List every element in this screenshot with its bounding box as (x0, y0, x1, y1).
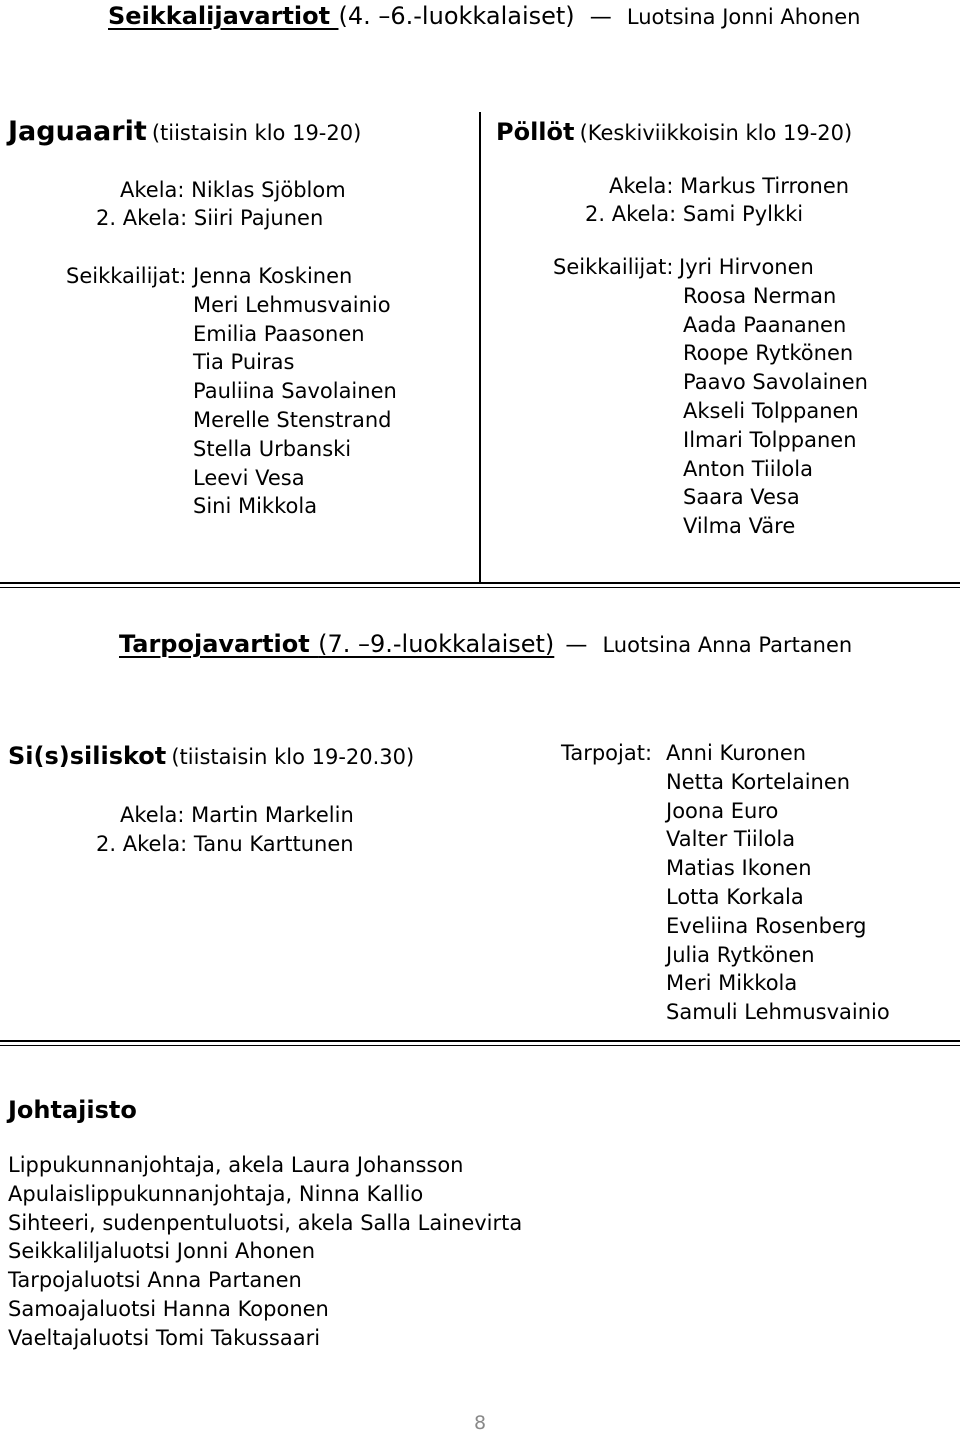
johtajisto-list (8, 1151, 522, 1353)
seikkailija-grades: (4. –6.-luokkalaiset) (338, 2, 575, 30)
list-item: Tia Puiras (193, 350, 295, 375)
tarpoja-leader: Luotsina Anna Partanen (602, 633, 853, 657)
list-item: Joona Euro (666, 798, 779, 823)
jaguaarit-name: Jaguaarit (8, 116, 147, 147)
sissiliskot-name: Si(s)siliskot (8, 742, 167, 770)
list-item: Stella Urbanski (193, 436, 352, 461)
list-item: Matias Ikonen (666, 856, 812, 881)
list-item: Seikkaliljaluotsi Jonni Ahonen (8, 1239, 316, 1264)
list-item: Anni Kuronen (666, 741, 807, 765)
pollot-akela: Akela: Markus Tirronen (609, 174, 850, 198)
jaguaarit-akela: Akela: Niklas Sjöblom (120, 178, 346, 202)
list-item: Roope Rytkönen (683, 341, 854, 366)
column-divider (479, 112, 481, 582)
list-item: Netta Kortelainen (666, 769, 851, 794)
list-item: Leevi Vesa (193, 465, 305, 490)
list-item: Aada Paananen (683, 312, 847, 337)
section-divider (0, 582, 960, 588)
list-item: Meri Mikkola (666, 971, 798, 996)
list-item: Vaeltajaluotsi Tomi Takussaari (8, 1325, 321, 1350)
sissiliskot-akela: Akela: Martin Markelin (120, 803, 354, 827)
jaguaarit-time: (tiistaisin klo 19-20) (151, 121, 362, 145)
list-item: Lotta Korkala (666, 884, 804, 909)
sissiliskot-member-list (666, 739, 890, 1027)
list-item: Meri Lehmusvainio (193, 292, 391, 317)
tarpoja-header (119, 632, 852, 657)
list-item: Sihteeri, sudenpentuluotsi, akela Salla Lainevirta (8, 1210, 523, 1235)
list-item: Emilia Paasonen (193, 321, 365, 346)
tarpoja-grades: (7. –9.-luokkalaiset) (318, 630, 555, 658)
list-item: Jyri Hirvonen (679, 255, 814, 279)
seikkailija-leader: Luotsina Jonni Ahonen (626, 5, 861, 29)
list-item: Akseli Tolppanen (683, 398, 859, 423)
list-item: Paavo Savolainen (683, 370, 868, 395)
pollot-heading (496, 120, 852, 144)
list-item: Sini Mikkola (193, 494, 318, 519)
list-item: Merelle Stenstrand (193, 407, 392, 432)
pollot-time: (Keskiviikkoisin klo 19-20) (579, 121, 853, 145)
list-item: Ilmari Tolppanen (683, 427, 857, 452)
page-number: 8 (473, 1412, 487, 1434)
list-item: Samuli Lehmusvainio (666, 1000, 890, 1025)
seikkailija-header (108, 4, 860, 29)
list-item: Apulaislippukunnanjohtaja, Ninna Kallio (8, 1181, 424, 1206)
sissiliskot-heading (8, 744, 414, 768)
header-dash: — (589, 5, 612, 30)
list-item: Julia Rytkönen (666, 942, 815, 967)
sissiliskot-members-label: Tarpojat: (561, 741, 653, 765)
pollot-member-list (679, 253, 868, 541)
jaguaarit-heading (8, 118, 361, 145)
seikkailija-title: Seikkalijavartiot (108, 2, 339, 30)
list-item: Vilma Väre (683, 514, 796, 539)
list-item: Tarpojaluotsi Anna Partanen (8, 1268, 302, 1293)
jaguaarit-member-list (193, 262, 397, 521)
section-divider (0, 1040, 960, 1046)
list-item: Jenna Koskinen (193, 264, 353, 288)
sissiliskot-akela2: 2. Akela: Tanu Karttunen (96, 832, 354, 856)
list-item: Saara Vesa (683, 485, 800, 510)
pollot-members-label: Seikkailijat: (553, 255, 674, 279)
list-item: Eveliina Rosenberg (666, 913, 867, 938)
pollot-akela2: 2. Akela: Sami Pylkki (585, 202, 804, 226)
johtajisto-title: Johtajisto (8, 1096, 137, 1124)
list-item: Anton Tiilola (683, 456, 813, 481)
list-item: Roosa Nerman (683, 283, 837, 308)
header-dash: — (565, 633, 588, 658)
list-item: Lippukunnanjohtaja, akela Laura Johansson (8, 1153, 464, 1177)
jaguaarit-members-label: Seikkailijat: (66, 264, 187, 288)
sissiliskot-time: (tiistaisin klo 19-20.30) (171, 745, 415, 769)
pollot-name: Pöllöt (496, 118, 575, 146)
jaguaarit-akela2: 2. Akela: Siiri Pajunen (96, 206, 324, 230)
list-item: Samoajaluotsi Hanna Koponen (8, 1296, 329, 1321)
tarpoja-title: Tarpojavartiot (119, 630, 319, 658)
list-item: Pauliina Savolainen (193, 379, 397, 404)
list-item: Valter Tiilola (666, 827, 796, 852)
